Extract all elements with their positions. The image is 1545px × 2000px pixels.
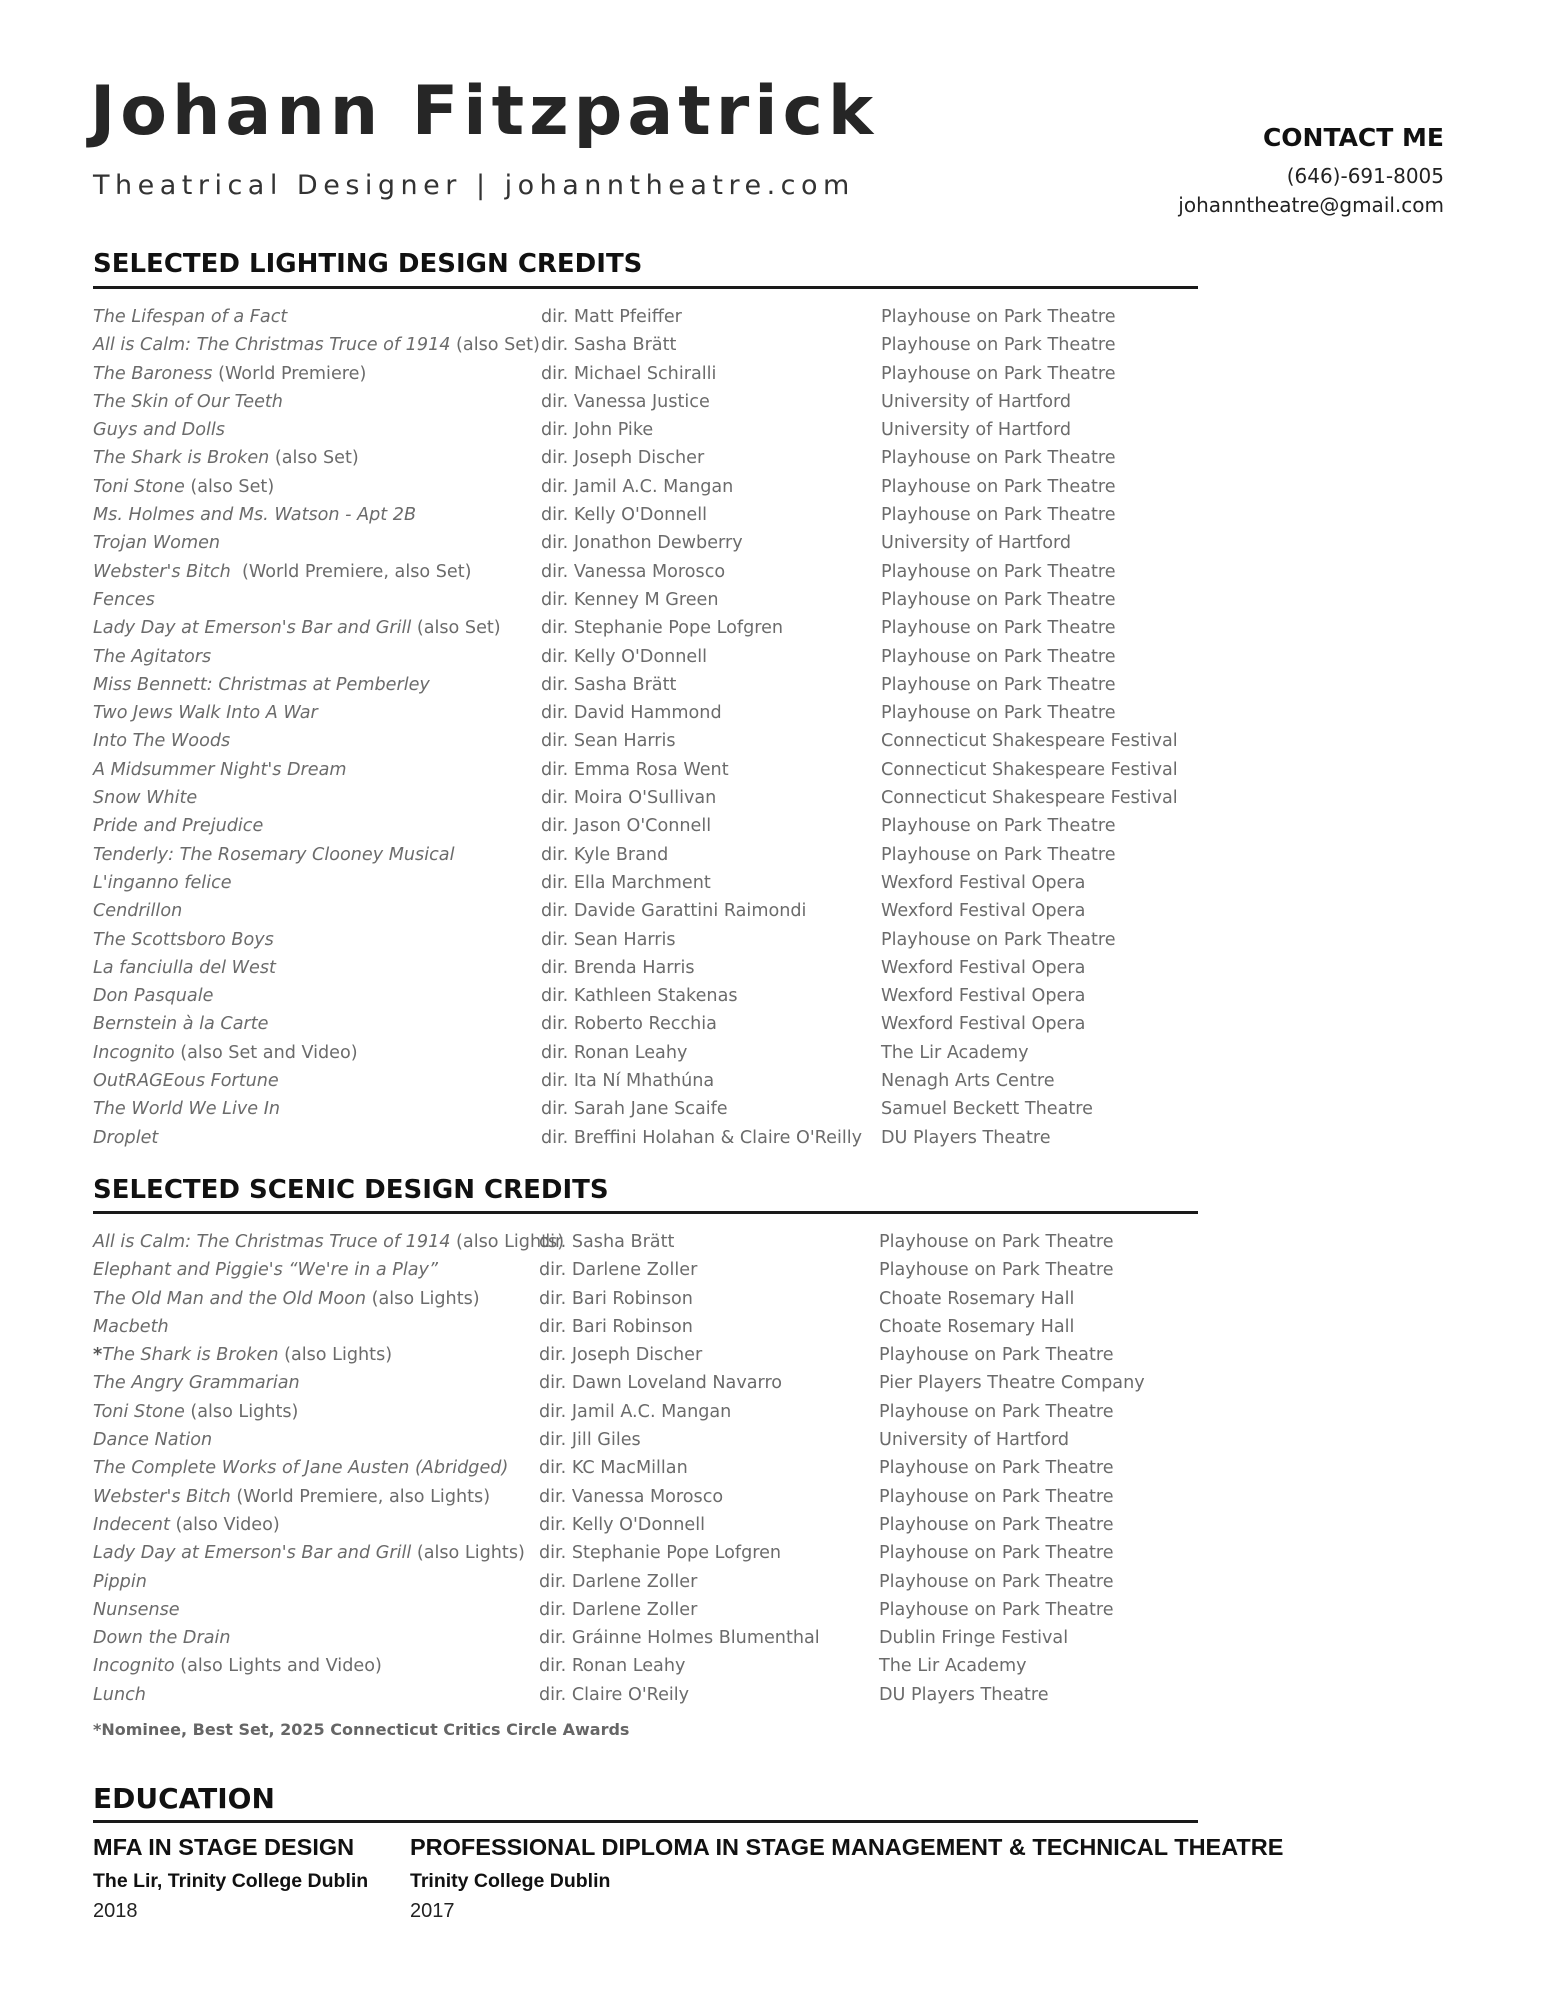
resume-name: Johann Fitzpatrick: [90, 72, 879, 151]
credit-director: dir. Sasha Brätt: [541, 674, 677, 695]
credit-title-cell: [93, 1543, 525, 1563]
credit-venue: The Lir Academy: [881, 1042, 1029, 1063]
nominee-star: *: [93, 1345, 103, 1366]
show-title: The Old Man and the Old Moon: [93, 1288, 367, 1309]
contact-heading: CONTACT ME: [1262, 123, 1444, 152]
show-title: Tenderly: The Rosemary Clooney Musical: [93, 844, 455, 865]
credit-venue: Playhouse on Park Theatre: [881, 844, 1116, 865]
credit-venue: Playhouse on Park Theatre: [881, 618, 1116, 639]
credit-title-cell: [93, 562, 471, 582]
credit-row: [93, 930, 1243, 958]
credit-venue: Playhouse on Park Theatre: [881, 589, 1116, 610]
credit-director: dir. Ella Marchment: [541, 872, 711, 893]
show-title: Elephant and Piggie's “We're in a Play”: [93, 1260, 439, 1281]
credit-venue: Playhouse on Park Theatre: [881, 816, 1116, 837]
credit-venue: Playhouse on Park Theatre: [879, 1401, 1114, 1422]
credit-row: [93, 448, 1243, 476]
show-title: The Baroness: [93, 363, 213, 384]
show-note: (also Lights): [411, 1543, 525, 1564]
show-title: Fences: [93, 589, 155, 610]
show-note: (also Set): [450, 335, 540, 356]
credit-title-cell: [93, 816, 263, 836]
credit-director: dir. Breffini Holahan & Claire O'Reilly: [541, 1127, 863, 1148]
credit-title-cell: [93, 420, 225, 440]
credit-venue: Dublin Fringe Festival: [879, 1628, 1069, 1649]
education-year: 2018: [93, 1900, 138, 1922]
show-title: Snow White: [93, 788, 198, 809]
show-title: Lady Day at Emerson's Bar and Grill: [93, 1543, 412, 1564]
credit-row: [93, 1043, 1243, 1071]
credit-director: dir. Joseph Discher: [541, 448, 705, 469]
credit-row: [93, 1572, 1243, 1600]
credit-row: [93, 1458, 1243, 1486]
credit-director: dir. Jonathon Dewberry: [541, 533, 743, 554]
credit-title-cell: [93, 1289, 480, 1309]
education-section-title: EDUCATION: [93, 1782, 275, 1815]
show-title: Trojan Women: [93, 533, 221, 554]
credit-row: [93, 420, 1243, 448]
show-note: (also Lights): [278, 1345, 393, 1366]
credit-venue: University of Hartford: [881, 533, 1072, 554]
credit-title-cell: [93, 958, 276, 978]
credit-venue: Wexford Festival Opera: [881, 986, 1086, 1007]
credit-title-cell: [93, 1458, 508, 1478]
show-title: All is Calm: The Christmas Truce of 1914: [93, 1232, 451, 1252]
credit-venue: Playhouse on Park Theatre: [881, 703, 1116, 724]
credit-venue: Playhouse on Park Theatre: [879, 1458, 1114, 1479]
credit-row: [93, 1289, 1243, 1317]
credit-row: [93, 1685, 1243, 1713]
show-title: The Skin of Our Teeth: [93, 391, 283, 412]
credit-venue: Playhouse on Park Theatre: [881, 476, 1116, 497]
credit-title-cell: [93, 760, 347, 780]
education-school: Trinity College Dublin: [410, 1869, 611, 1892]
credit-row: [93, 562, 1243, 590]
credit-director: dir. Sean Harris: [541, 731, 676, 752]
lighting-credits-list: [93, 307, 1243, 1156]
show-title: The Lifespan of a Fact: [93, 307, 288, 327]
credit-venue: Connecticut Shakespeare Festival: [881, 788, 1178, 809]
education-section-rule: [93, 1820, 1198, 1823]
credit-title-cell: [93, 618, 501, 638]
credit-title-cell: [93, 477, 274, 497]
education-degree: PROFESSIONAL DIPLOMA IN STAGE MANAGEMENT & TECHNICAL THEATRE: [410, 1834, 1284, 1860]
credit-row: [93, 845, 1243, 873]
credit-title-cell: [93, 1232, 564, 1252]
credit-title-cell: [93, 1099, 280, 1119]
credit-row: [93, 335, 1243, 363]
credit-venue: DU Players Theatre: [879, 1684, 1049, 1705]
credit-title-cell: [93, 533, 220, 553]
credit-director: dir. Matt Pfeiffer: [541, 307, 682, 327]
credit-title-cell: [93, 1572, 147, 1592]
credit-title-cell: [93, 647, 211, 667]
credit-venue: Wexford Festival Opera: [881, 872, 1086, 893]
credit-venue: Playhouse on Park Theatre: [881, 674, 1116, 695]
credit-title-cell: [93, 1656, 382, 1676]
credit-venue: Playhouse on Park Theatre: [881, 307, 1116, 327]
credit-director: dir. KC MacMillan: [539, 1458, 688, 1479]
credit-venue: Wexford Festival Opera: [881, 901, 1086, 922]
credit-venue: Playhouse on Park Theatre: [879, 1345, 1114, 1366]
credit-title-cell: [93, 335, 540, 355]
show-note: (also Set): [269, 448, 359, 469]
credit-venue: Playhouse on Park Theatre: [881, 505, 1116, 526]
credit-venue: Samuel Beckett Theatre: [881, 1099, 1093, 1120]
credit-director: dir. Claire O'Reily: [539, 1684, 690, 1705]
credit-venue: Connecticut Shakespeare Festival: [881, 759, 1178, 780]
show-title: L'inganno felice: [93, 872, 232, 893]
education-year: 2017: [410, 1900, 455, 1922]
show-title: Pride and Prejudice: [93, 816, 264, 837]
credit-venue: Playhouse on Park Theatre: [881, 363, 1116, 384]
credit-title-cell: [93, 1014, 268, 1034]
credit-director: dir. Ronan Leahy: [539, 1656, 686, 1677]
credit-title-cell: [93, 1430, 212, 1450]
credit-row: [93, 986, 1243, 1014]
contact-email[interactable]: johanntheatre@gmail.com: [1178, 192, 1444, 217]
credit-director: dir. Bari Robinson: [539, 1316, 693, 1337]
show-note: (also Lights and Video): [174, 1656, 382, 1677]
credit-title-cell: [93, 1128, 158, 1148]
credit-row: [93, 307, 1243, 335]
show-title: All is Calm: The Christmas Truce of 1914: [93, 335, 451, 356]
scenic-footnote: *Nominee, Best Set, 2025 Connecticut Critics Circle Awards: [93, 1720, 630, 1739]
credit-title-cell: [93, 930, 274, 950]
credit-title-cell: [93, 1685, 146, 1705]
credit-title-cell: [93, 845, 454, 865]
credit-venue: Playhouse on Park Theatre: [879, 1514, 1114, 1535]
credit-venue: Playhouse on Park Theatre: [881, 335, 1116, 356]
credit-row: [93, 477, 1243, 505]
credit-director: dir. David Hammond: [541, 703, 722, 724]
credit-director: dir. Brenda Harris: [541, 957, 695, 978]
credit-venue: The Lir Academy: [879, 1656, 1027, 1677]
credit-title-cell: [93, 1345, 392, 1365]
credit-row: [93, 1099, 1243, 1127]
show-note: (also Set): [411, 618, 501, 639]
show-title: The World We Live In: [93, 1099, 281, 1120]
credit-venue: Choate Rosemary Hall: [879, 1288, 1075, 1309]
credit-row: [93, 1487, 1243, 1515]
credit-director: dir. Vanessa Morosco: [539, 1486, 724, 1507]
credit-director: dir. Sean Harris: [541, 929, 676, 950]
credit-director: dir. Vanessa Justice: [541, 391, 710, 412]
show-title: The Complete Works of Jane Austen (Abridged): [93, 1458, 509, 1479]
credit-row: [93, 1543, 1243, 1571]
credit-row: [93, 873, 1243, 901]
show-title: Guys and Dolls: [93, 420, 225, 441]
credit-director: dir. Jill Giles: [539, 1430, 641, 1451]
credit-row: [93, 1515, 1243, 1543]
credit-venue: Playhouse on Park Theatre: [881, 929, 1116, 950]
credit-title-cell: [93, 448, 359, 468]
credit-title-cell: [93, 901, 182, 921]
credit-title-cell: [93, 1043, 358, 1063]
credit-row: [93, 590, 1243, 618]
credit-venue: Playhouse on Park Theatre: [879, 1571, 1114, 1592]
credit-title-cell: [93, 1515, 280, 1535]
education-degree: MFA IN STAGE DESIGN: [93, 1834, 355, 1860]
show-title: Toni Stone: [93, 476, 185, 497]
credit-venue: Wexford Festival Opera: [881, 1014, 1086, 1035]
credit-director: dir. John Pike: [541, 420, 654, 441]
credit-row: [93, 647, 1243, 675]
education-school: The Lir, Trinity College Dublin: [93, 1869, 369, 1892]
credit-venue: Playhouse on Park Theatre: [879, 1599, 1114, 1620]
show-title: Lunch: [93, 1684, 146, 1705]
credit-director: dir. Jamil A.C. Mangan: [541, 476, 734, 497]
show-title: The Scottsboro Boys: [93, 929, 274, 950]
credit-title-cell: [93, 590, 155, 610]
credit-title-cell: [93, 1317, 169, 1337]
credit-venue: Connecticut Shakespeare Festival: [881, 731, 1178, 752]
credit-venue: Playhouse on Park Theatre: [879, 1543, 1114, 1564]
show-title: Down the Drain: [93, 1628, 231, 1649]
credit-director: dir. Darlene Zoller: [539, 1599, 698, 1620]
credit-director: dir. Sarah Jane Scaife: [541, 1099, 728, 1120]
credit-title-cell: [93, 986, 213, 1006]
credit-row: [93, 1345, 1243, 1373]
show-note: (also Set and Video): [174, 1042, 358, 1063]
credit-title-cell: [93, 307, 287, 327]
show-title: Webster's Bitch: [93, 1486, 231, 1507]
show-title: Nunsense: [93, 1599, 180, 1620]
show-title: Macbeth: [93, 1316, 169, 1337]
credit-director: dir. Emma Rosa Went: [541, 759, 729, 780]
credit-venue: Playhouse on Park Theatre: [881, 646, 1116, 667]
credit-director: dir. Bari Robinson: [539, 1288, 693, 1309]
scenic-credits-list: [93, 1232, 1243, 1713]
scenic-section-rule: [93, 1211, 1198, 1214]
credit-director: dir. Roberto Recchia: [541, 1014, 717, 1035]
show-title: Droplet: [93, 1127, 159, 1148]
credit-title-cell: [93, 1628, 231, 1648]
show-title: Toni Stone: [93, 1401, 185, 1422]
education-item: [93, 1836, 368, 1921]
credit-row: [93, 1402, 1243, 1430]
show-title: The Shark is Broken: [93, 448, 270, 469]
credit-row: [93, 364, 1243, 392]
credit-venue: University of Hartford: [881, 391, 1072, 412]
credit-row: [93, 703, 1243, 731]
credit-director: dir. Ita Ní Mhathúna: [541, 1071, 715, 1092]
credit-director: dir. Darlene Zoller: [539, 1571, 698, 1592]
lighting-section-title: SELECTED LIGHTING DESIGN CREDITS: [93, 249, 643, 279]
lighting-section-rule: [93, 286, 1198, 289]
credit-row: [93, 760, 1243, 788]
show-title: Incognito: [93, 1042, 175, 1063]
credit-director: dir. Jamil A.C. Mangan: [539, 1401, 732, 1422]
credit-title-cell: [93, 731, 230, 751]
credit-title-cell: [93, 1600, 180, 1620]
show-title: Indecent: [93, 1514, 170, 1535]
show-title: Two Jews Walk Into A War: [93, 703, 318, 724]
credit-director: dir. Kenney M Green: [541, 589, 719, 610]
credit-title-cell: [93, 1487, 490, 1507]
credit-title-cell: [93, 392, 283, 412]
credit-venue: Playhouse on Park Theatre: [879, 1486, 1114, 1507]
credit-venue: Choate Rosemary Hall: [879, 1316, 1075, 1337]
credit-row: [93, 816, 1243, 844]
show-note: (also Lights): [184, 1401, 299, 1422]
credit-director: dir. Kelly O'Donnell: [541, 505, 708, 526]
credit-row: [93, 505, 1243, 533]
show-note: (also Lights): [366, 1288, 480, 1309]
credit-director: dir. Jason O'Connell: [541, 816, 712, 837]
credit-title-cell: [93, 364, 366, 384]
credit-venue: DU Players Theatre: [881, 1127, 1051, 1148]
credit-title-cell: [93, 675, 430, 695]
credit-row: [93, 958, 1243, 986]
credit-row: [93, 788, 1243, 816]
education-item: [410, 1836, 1283, 1921]
credit-venue: Playhouse on Park Theatre: [881, 561, 1116, 582]
credit-row: [93, 1656, 1243, 1684]
credit-row: [93, 1232, 1243, 1260]
show-note: (World Premiere, also Lights): [230, 1486, 491, 1507]
show-title: Miss Bennett: Christmas at Pemberley: [93, 674, 430, 695]
credit-title-cell: [93, 788, 197, 808]
credit-title-cell: [93, 1402, 298, 1422]
credit-row: [93, 392, 1243, 420]
credit-director: dir. Moira O'Sullivan: [541, 788, 717, 809]
scenic-section-title: SELECTED SCENIC DESIGN CREDITS: [93, 1175, 609, 1205]
credit-director: dir. Sasha Brätt: [539, 1232, 675, 1252]
credit-title-cell: [93, 1373, 300, 1393]
show-title: Into The Woods: [93, 731, 231, 752]
show-title: Lady Day at Emerson's Bar and Grill: [93, 618, 412, 639]
show-title: Dance Nation: [93, 1430, 213, 1451]
credit-row: [93, 731, 1243, 759]
credit-director: dir. Michael Schiralli: [541, 363, 717, 384]
credit-title-cell: [93, 505, 416, 525]
credit-director: dir. Gráinne Holmes Blumenthal: [539, 1628, 820, 1649]
credit-director: dir. Stephanie Pope Lofgren: [541, 618, 784, 639]
credit-venue: Nenagh Arts Centre: [881, 1071, 1055, 1092]
show-title: The Shark is Broken: [102, 1345, 279, 1366]
show-title: The Angry Grammarian: [93, 1373, 300, 1394]
show-title: Cendrillon: [93, 901, 183, 922]
credit-director: dir. Davide Garattini Raimondi: [541, 901, 807, 922]
show-title: Pippin: [93, 1571, 147, 1592]
credit-title-cell: [93, 703, 318, 723]
credit-director: dir. Sasha Brätt: [541, 335, 677, 356]
credit-row: [93, 1600, 1243, 1628]
show-title: Don Pasquale: [93, 986, 214, 1007]
credit-row: [93, 1430, 1243, 1458]
credit-row: [93, 675, 1243, 703]
credit-row: [93, 1373, 1243, 1401]
show-note: (World Premiere): [212, 363, 367, 384]
credit-director: dir. Kathleen Stakenas: [541, 986, 738, 1007]
credit-venue: University of Hartford: [881, 420, 1072, 441]
show-note: (also Set): [184, 476, 275, 497]
credit-venue: Playhouse on Park Theatre: [879, 1232, 1114, 1252]
contact-block: [1178, 124, 1444, 220]
credit-director: dir. Kelly O'Donnell: [541, 646, 708, 667]
show-title: Bernstein à la Carte: [93, 1014, 269, 1035]
credit-title-cell: [93, 1260, 438, 1280]
credit-venue: Playhouse on Park Theatre: [879, 1260, 1114, 1281]
show-title: OutRAGEous Fortune: [93, 1071, 279, 1092]
credit-row: [93, 1128, 1243, 1156]
show-title: Webster's Bitch: [93, 561, 231, 582]
show-title: La fanciulla del West: [93, 957, 276, 978]
show-note: (World Premiere, also Set): [230, 561, 472, 582]
credit-row: [93, 1628, 1243, 1656]
show-note: (also Lights): [450, 1232, 565, 1252]
credit-director: dir. Vanessa Morosco: [541, 561, 726, 582]
credit-row: [93, 1014, 1243, 1042]
credit-director: dir. Ronan Leahy: [541, 1042, 688, 1063]
credit-venue: University of Hartford: [879, 1430, 1070, 1451]
credit-title-cell: [93, 1071, 279, 1091]
show-title: Ms. Holmes and Ms. Watson - Apt 2B: [93, 505, 417, 526]
credit-director: dir. Darlene Zoller: [539, 1260, 698, 1281]
credit-venue: Playhouse on Park Theatre: [881, 448, 1116, 469]
credit-row: [93, 1071, 1243, 1099]
credit-venue: Pier Players Theatre Company: [879, 1373, 1145, 1394]
show-note: (also Video): [169, 1514, 280, 1535]
credit-director: dir. Stephanie Pope Lofgren: [539, 1543, 782, 1564]
resume-tagline: Theatrical Designer | johanntheatre.com: [93, 170, 855, 201]
credit-row: [93, 1260, 1243, 1288]
credit-row: [93, 901, 1243, 929]
credit-row: [93, 618, 1243, 646]
credit-row: [93, 1317, 1243, 1345]
credit-title-cell: [93, 873, 232, 893]
show-title: Incognito: [93, 1656, 175, 1677]
show-title: A Midsummer Night's Dream: [93, 759, 347, 780]
contact-phone[interactable]: (646)-691-8005: [1286, 163, 1444, 188]
credit-venue: Wexford Festival Opera: [881, 957, 1086, 978]
credit-director: dir. Joseph Discher: [539, 1345, 703, 1366]
credit-row: [93, 533, 1243, 561]
show-title: The Agitators: [93, 646, 212, 667]
credit-director: dir. Kyle Brand: [541, 844, 669, 865]
credit-director: dir. Dawn Loveland Navarro: [539, 1373, 783, 1394]
credit-director: dir. Kelly O'Donnell: [539, 1514, 706, 1535]
